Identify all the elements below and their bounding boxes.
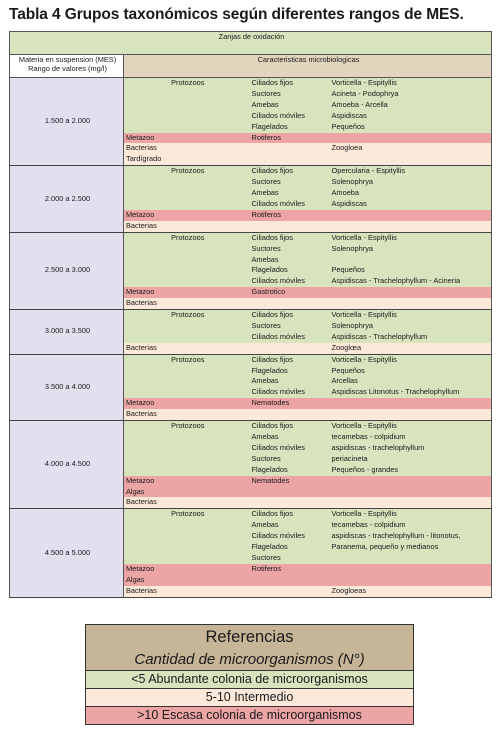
organism-genus-cell (330, 298, 492, 309)
organism-type-cell (250, 143, 330, 154)
taxonomic-groups-table (9, 31, 492, 598)
organism-type-cell: Suctores (250, 553, 330, 564)
organism-type-cell (250, 409, 330, 420)
organism-type-cell: Ciliados fijos (250, 232, 330, 243)
organism-genus-cell: Zoogloeas (330, 586, 492, 597)
reference-item-scarce: >10 Escasa colonia de microorganismos (86, 706, 413, 724)
range-cell: 3.000 a 3.500 (10, 310, 124, 355)
category-cell: Protozoos (124, 232, 250, 287)
organism-genus-cell: Vorticella - Espityllis (330, 310, 492, 321)
category-cell: Protozoos (124, 354, 250, 398)
reference-item-intermediate: 5-10 Intermedio (86, 688, 413, 706)
header-caracteristicas: Caracteristicas microbiologicas (124, 55, 492, 78)
organism-genus-cell (330, 553, 492, 564)
organism-genus-cell: Aspidiscas - Trachelophyllum (330, 332, 492, 343)
organism-type-cell (250, 221, 330, 232)
category-cell: Algas (124, 487, 250, 498)
range-cell: 2.500 a 3.000 (10, 232, 124, 309)
header-rango-label: Rango de valores (mg/l) (28, 64, 107, 73)
organism-type-cell: Ciliados fijos (250, 310, 330, 321)
organism-genus-cell (330, 221, 492, 232)
organism-type-cell: Amebas (250, 376, 330, 387)
category-cell: Metazoo (124, 210, 250, 221)
organism-genus-cell: Vorticella - Espityllis (330, 232, 492, 243)
organism-type-cell: Amebas (250, 100, 330, 111)
category-cell: Protozoos (124, 310, 250, 343)
category-cell: Metazoo (124, 133, 250, 144)
category-cell: Bacterias (124, 298, 250, 309)
range-cell: 1.500 a 2.000 (10, 78, 124, 166)
category-cell: Bacterias (124, 586, 250, 597)
reference-item-abundant: <5 Abundante colonia de microorganismos (86, 670, 413, 688)
organism-genus-cell (330, 287, 492, 298)
organism-genus-cell (330, 409, 492, 420)
organism-type-cell (250, 487, 330, 498)
organism-type-cell: Amebas (250, 188, 330, 199)
organism-type-cell: Flagelados (250, 465, 330, 476)
organism-genus-cell: Paranema, pequeño y medianos (330, 542, 492, 553)
organism-type-cell: Ciliados fijos (250, 421, 330, 432)
references-title: Referencias (86, 625, 413, 649)
organism-genus-cell (330, 497, 492, 508)
organism-type-cell: Amebas (250, 432, 330, 443)
organism-genus-cell: Pequeños (330, 122, 492, 133)
organism-type-cell: Ciliados móviles (250, 443, 330, 454)
organism-type-cell: Ciliados fijos (250, 166, 330, 177)
table-row (10, 78, 492, 89)
category-cell: Tardígrado (124, 154, 250, 165)
organism-genus-cell (330, 476, 492, 487)
organism-genus-cell: periacineta (330, 454, 492, 465)
organism-genus-cell: Acineta - Podophrya (330, 89, 492, 100)
organism-type-cell: Rotiferos (250, 564, 330, 575)
organism-genus-cell: Zoogloea (330, 143, 492, 154)
header-zanjas: Zanjas de oxidación (10, 32, 492, 55)
organism-type-cell: Nematodes (250, 398, 330, 409)
organism-type-cell: Ciliados fijos (250, 354, 330, 365)
category-cell: Protozoos (124, 166, 250, 210)
organism-type-cell: Nematodes (250, 476, 330, 487)
range-cell: 2.000 a 2.500 (10, 166, 124, 232)
organism-genus-cell (330, 154, 492, 165)
organism-genus-cell (330, 210, 492, 221)
organism-genus-cell: Aspidiscas Litonotus - Trachelophyllum (330, 387, 492, 398)
organism-genus-cell: Vorticella - Espityllis (330, 421, 492, 432)
category-cell: Protozoos (124, 78, 250, 133)
organism-type-cell (250, 343, 330, 354)
table-row (10, 354, 492, 365)
organism-type-cell: Amebas (250, 255, 330, 266)
organism-genus-cell: Vorticella - Espityllis (330, 354, 492, 365)
category-cell: Bacterias (124, 143, 250, 154)
range-cell: 4.500 a 5.000 (10, 509, 124, 597)
organism-type-cell: Ciliados móviles (250, 111, 330, 122)
range-cell: 3.500 a 4.000 (10, 354, 124, 420)
table-title: Tabla 4 Grupos taxonómicos según diferentes rangos de MES. (9, 6, 464, 23)
organism-type-cell (250, 298, 330, 309)
category-cell: Algas (124, 575, 250, 586)
organism-type-cell: Ciliados móviles (250, 387, 330, 398)
table-row (10, 421, 492, 432)
table-row (10, 310, 492, 321)
organism-genus-cell (330, 487, 492, 498)
organism-genus-cell (330, 564, 492, 575)
organism-genus-cell (330, 133, 492, 144)
organism-genus-cell: Amoeba (330, 188, 492, 199)
organism-type-cell: Suctores (250, 89, 330, 100)
organism-type-cell: Ciliados móviles (250, 332, 330, 343)
organism-type-cell (250, 497, 330, 508)
organism-genus-cell: Arcellas (330, 376, 492, 387)
category-cell: Metazoo (124, 564, 250, 575)
references-subtitle: Cantidad de microorganismos (N°) (86, 649, 413, 670)
header-mes-label: Materia en suspension (MES) (18, 55, 117, 64)
organism-genus-cell: Solenophrya (330, 321, 492, 332)
header-mes (10, 55, 124, 78)
organism-genus-cell: Solenophrya (330, 244, 492, 255)
organism-type-cell: Ciliados móviles (250, 276, 330, 287)
organism-type-cell: Gastrotico (250, 287, 330, 298)
organism-type-cell: Suctores (250, 454, 330, 465)
organism-genus-cell: Solenophrya (330, 177, 492, 188)
category-cell: Bacterias (124, 497, 250, 508)
organism-genus-cell: aspidiscas - trachelophyllum (330, 443, 492, 454)
organism-genus-cell (330, 255, 492, 266)
category-cell: Protozoos (124, 509, 250, 564)
organism-genus-cell: tecamebas - colpidium (330, 432, 492, 443)
organism-type-cell (250, 586, 330, 597)
category-cell: Metazoo (124, 287, 250, 298)
organism-genus-cell (330, 575, 492, 586)
organism-genus-cell: Aspidiscas - Trachelophyllum - Acineria (330, 276, 492, 287)
organism-type-cell: Ciliados móviles (250, 531, 330, 542)
organism-type-cell: Suctores (250, 244, 330, 255)
organism-genus-cell: Opercularia - Espityllis (330, 166, 492, 177)
organism-type-cell: Suctores (250, 177, 330, 188)
organism-type-cell: Ciliados fijos (250, 78, 330, 89)
category-cell: Bacterias (124, 221, 250, 232)
organism-genus-cell: tecamebas - colpidium (330, 520, 492, 531)
category-cell: Metazoo (124, 398, 250, 409)
table-row (10, 166, 492, 177)
category-cell: Bacterias (124, 343, 250, 354)
organism-type-cell: Amebas (250, 520, 330, 531)
range-cell: 4.000 a 4.500 (10, 421, 124, 509)
organism-type-cell: Flagelados (250, 366, 330, 377)
organism-genus-cell: aspidiscas - trachelophyllum - litonotus, (330, 531, 492, 542)
category-cell: Metazoo (124, 476, 250, 487)
organism-type-cell: Flagelados (250, 122, 330, 133)
category-cell: Bacterias (124, 409, 250, 420)
organism-type-cell: Rotiferos (250, 210, 330, 221)
category-cell: Protozoos (124, 421, 250, 476)
organism-genus-cell: Amoeba - Arcella (330, 100, 492, 111)
organism-type-cell: Suctores (250, 321, 330, 332)
organism-type-cell: Rotiferos (250, 133, 330, 144)
organism-type-cell (250, 154, 330, 165)
table-row (10, 232, 492, 243)
organism-genus-cell: Pequeños (330, 265, 492, 276)
organism-type-cell (250, 575, 330, 586)
organism-genus-cell: Aspidiscas (330, 199, 492, 210)
organism-genus-cell: Zooglœa (330, 343, 492, 354)
organism-genus-cell: Aspidiscas (330, 111, 492, 122)
organism-genus-cell: Vorticella - Espityllis (330, 509, 492, 520)
organism-genus-cell: Pequeños (330, 366, 492, 377)
organism-type-cell: Flagelados (250, 542, 330, 553)
organism-genus-cell: Pequeños - grandes (330, 465, 492, 476)
table-row (10, 509, 492, 520)
organism-type-cell: Flagelados (250, 265, 330, 276)
references-box (85, 624, 414, 725)
organism-genus-cell: Vorticella - Espityllis (330, 78, 492, 89)
organism-type-cell: Ciliados fijos (250, 509, 330, 520)
organism-genus-cell (330, 398, 492, 409)
organism-type-cell: Ciliados móviles (250, 199, 330, 210)
